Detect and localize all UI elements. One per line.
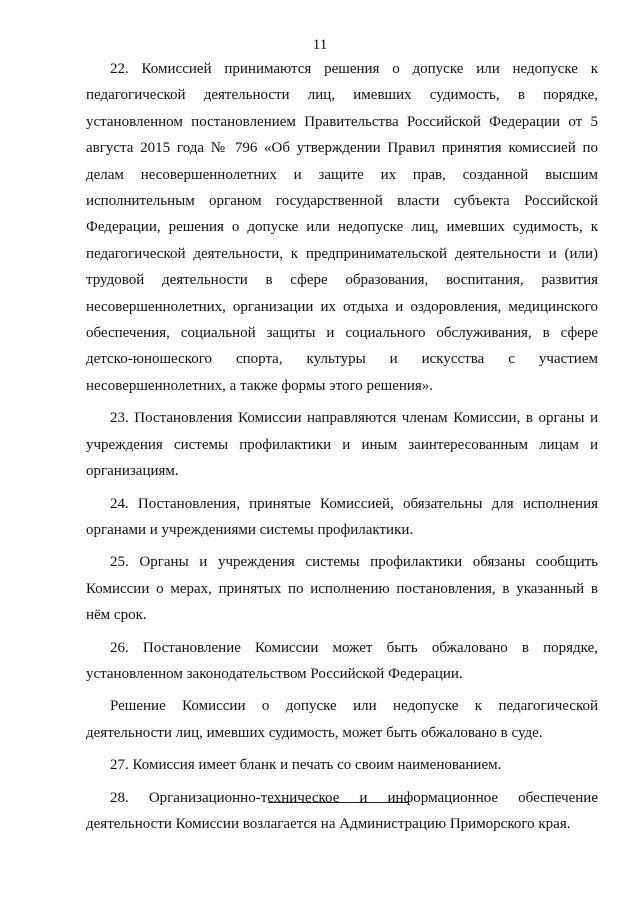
paragraph-27: 27. Комиссия имеет бланк и печать со своим наименованием. [110, 757, 502, 774]
end-of-document-rule [268, 802, 408, 803]
paragraph-28: 28. Организационно-техническое и информационное обеспечение деятельности Комиссии возлагается на Администрацию Приморского края. [86, 789, 598, 832]
paragraph-22: 22. Комиссией принимаются решения о допуске или недопуске к педагогической деятельности лиц, имевших судимость, в порядке, установленном постановлением Правительства Российской Федерации от 5 августа 2015 года № 796 «Об утверждении Правил принятия комиссией по делам несовершеннолетних и защите их прав, созданной высшим исполнительным органом государственной власти субъекта Российской Федерации, решения о допуске или недопуске лиц, имевших судимость, к педагогической деятельности, к предпринимательской деятельности и (или) трудовой деятельности в сфере образования, воспитания, развития несовершеннолетних, организации их отдыха и оздоровления, медицинского обеспечения, социальной защиты и социального обслуживания, в сфере детско-юношеского спорта, культуры и искусства с участием несовершеннолетних, а также формы этого решения». [86, 61, 598, 394]
document-body [86, 56, 598, 843]
paragraph-24: 24. Постановления, принятые Комиссией, обязательны для исполнения органами и учреждениями системы профилактики. [86, 495, 598, 538]
page-number: 11 [312, 37, 328, 53]
paragraph-26: 26. Постановление Комиссии может быть обжаловано в порядке, установленном законодательством Российской Федерации. [86, 639, 598, 682]
paragraph-26-appeal: Решение Комиссии о допуске или недопуске к педагогической деятельности лиц, имевших судимость, может быть обжаловано в суде. [86, 698, 598, 741]
paragraph-25: 25. Органы и учреждения системы профилактики обязаны сообщить Комиссии о мерах, принятых по исполнению постановления, в указанный в нём срок. [86, 554, 598, 624]
paragraph-23: 23. Постановления Комиссии направляются членам Комиссии, в органы и учреждения системы профилактики и иным заинтересованным лицам и организациям. [86, 410, 598, 480]
